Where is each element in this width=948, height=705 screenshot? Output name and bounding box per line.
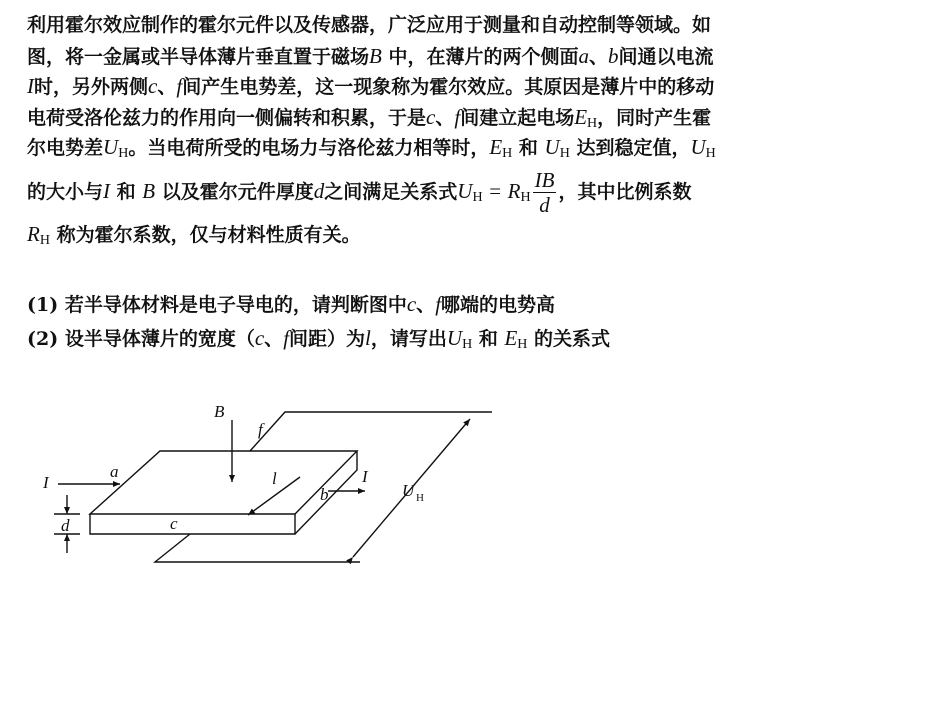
label-d: d <box>61 516 70 535</box>
label-b: b <box>320 485 329 504</box>
symbol-c: c <box>254 326 265 350</box>
label-I-right: I <box>362 467 368 486</box>
text: 设半导体薄片的宽度（ <box>64 328 255 350</box>
symbol-E: E <box>489 135 503 159</box>
label-l: l <box>272 469 277 488</box>
text: 和 <box>478 328 498 350</box>
symbol-R: R <box>507 178 521 203</box>
text: 间距）为 <box>289 328 366 350</box>
symbol-f: f <box>176 74 183 98</box>
text: 中，在薄片的两个侧面 <box>388 45 579 68</box>
slab-front-face <box>90 514 295 534</box>
text: 的关系式 <box>534 328 611 350</box>
text: 以及霍尔元件厚度 <box>161 180 314 203</box>
symbol-c: c <box>148 74 158 98</box>
fraction-numerator: IB <box>534 168 555 192</box>
subscript-H: H <box>559 146 570 161</box>
intro-line-7 <box>27 219 932 250</box>
label-a: a <box>110 462 119 481</box>
text: 间产生电势差，这一现象称为霍尔效应。其原因是薄片中的移动 <box>182 76 715 98</box>
separator: 、 <box>416 294 436 316</box>
fraction-denominator: d <box>539 193 550 217</box>
separator: 、 <box>264 328 284 350</box>
symbol-f: f <box>454 104 461 129</box>
label-I-left: I <box>43 473 49 492</box>
separator: 、 <box>588 45 608 68</box>
fraction-IB-over-d <box>533 168 557 217</box>
symbol-b: b <box>608 43 619 68</box>
intro-line-4 <box>27 102 932 133</box>
symbol-c: c <box>406 292 417 316</box>
hall-effect-diagram <box>40 395 510 580</box>
label-f: f <box>258 420 263 439</box>
text: 间通以电流 <box>618 45 714 68</box>
symbol-d: d <box>313 178 325 203</box>
symbol-I: I <box>103 178 111 203</box>
slab-top-face <box>90 451 357 514</box>
text: 。当电荷所受的电场力与洛伦兹力相等时， <box>128 137 490 159</box>
symbol-f: f <box>435 292 442 316</box>
symbol-U: U <box>457 178 473 203</box>
subscript-H: H <box>517 337 528 352</box>
intro-line-2 <box>27 41 932 72</box>
text: 哪端的电势高 <box>441 294 556 316</box>
text: 的大小与 <box>27 180 104 203</box>
subscript-H: H <box>462 337 473 352</box>
symbol-B: B <box>369 43 382 68</box>
label-c: c <box>170 514 178 533</box>
question-1 <box>27 290 555 317</box>
question-2 <box>27 324 610 353</box>
symbol-R: R <box>27 221 40 246</box>
subscript-H: H <box>520 189 531 205</box>
equals-sign: = <box>489 178 502 203</box>
symbol-c: c <box>426 104 436 129</box>
label-B: B <box>214 402 225 421</box>
symbol-B: B <box>142 178 156 203</box>
subscript-H: H <box>587 115 598 131</box>
text: 若半导体材料是电子导电的，请判断图中 <box>64 294 407 316</box>
problem-intro <box>27 10 932 249</box>
subscript-H: H <box>472 189 483 205</box>
subscript-H: H <box>118 146 129 161</box>
symbol-U: U <box>690 135 706 159</box>
separator: 、 <box>157 76 177 98</box>
text: ，请写出 <box>370 328 447 350</box>
symbol-I: I <box>27 74 34 98</box>
text: ，同时产生霍 <box>597 106 712 129</box>
text: 称为霍尔系数，仅与材料性质有关。 <box>56 223 361 246</box>
symbol-l: l <box>365 326 371 350</box>
subscript-H: H <box>39 232 50 248</box>
symbol-U: U <box>103 135 119 159</box>
intro-line-6 <box>27 163 932 219</box>
symbol-U: U <box>544 135 560 159</box>
label-U-subscript-H: H <box>416 492 424 504</box>
text: 图，将一金属或半导体薄片垂直置于磁场 <box>27 45 370 68</box>
text: 利用霍尔效应制作的霍尔元件以及传感器，广泛应用于测量和自动控制等领域。如 <box>27 14 712 36</box>
text: 尔电势差 <box>27 137 104 159</box>
wire-c <box>155 534 360 562</box>
intro-line-3 <box>27 71 932 102</box>
label-U: U <box>402 481 415 500</box>
text: ，其中比例系数 <box>558 180 692 203</box>
subscript-H: H <box>502 146 513 161</box>
question-number: (1) <box>27 294 59 316</box>
text: 电荷受洛伦兹力的作用向一侧偏转和积累，于是 <box>27 106 427 129</box>
wire-f <box>250 412 492 451</box>
symbol-E: E <box>504 326 518 350</box>
intro-line-1 <box>27 10 932 41</box>
text: 和 <box>518 137 538 159</box>
symbol-E: E <box>574 104 588 129</box>
intro-line-5 <box>27 132 932 163</box>
separator: 、 <box>435 106 455 129</box>
symbol-f: f <box>283 326 290 350</box>
question-number: (2) <box>27 328 59 350</box>
text: 达到稳定值， <box>576 137 691 159</box>
symbol-a: a <box>578 43 589 68</box>
text: 间建立起电场 <box>460 106 575 129</box>
text: 之间满足关系式 <box>324 180 458 203</box>
text: 和 <box>116 180 136 203</box>
subscript-H: H <box>705 146 716 161</box>
symbol-U: U <box>446 326 463 350</box>
text: 时，另外两侧 <box>34 76 149 98</box>
